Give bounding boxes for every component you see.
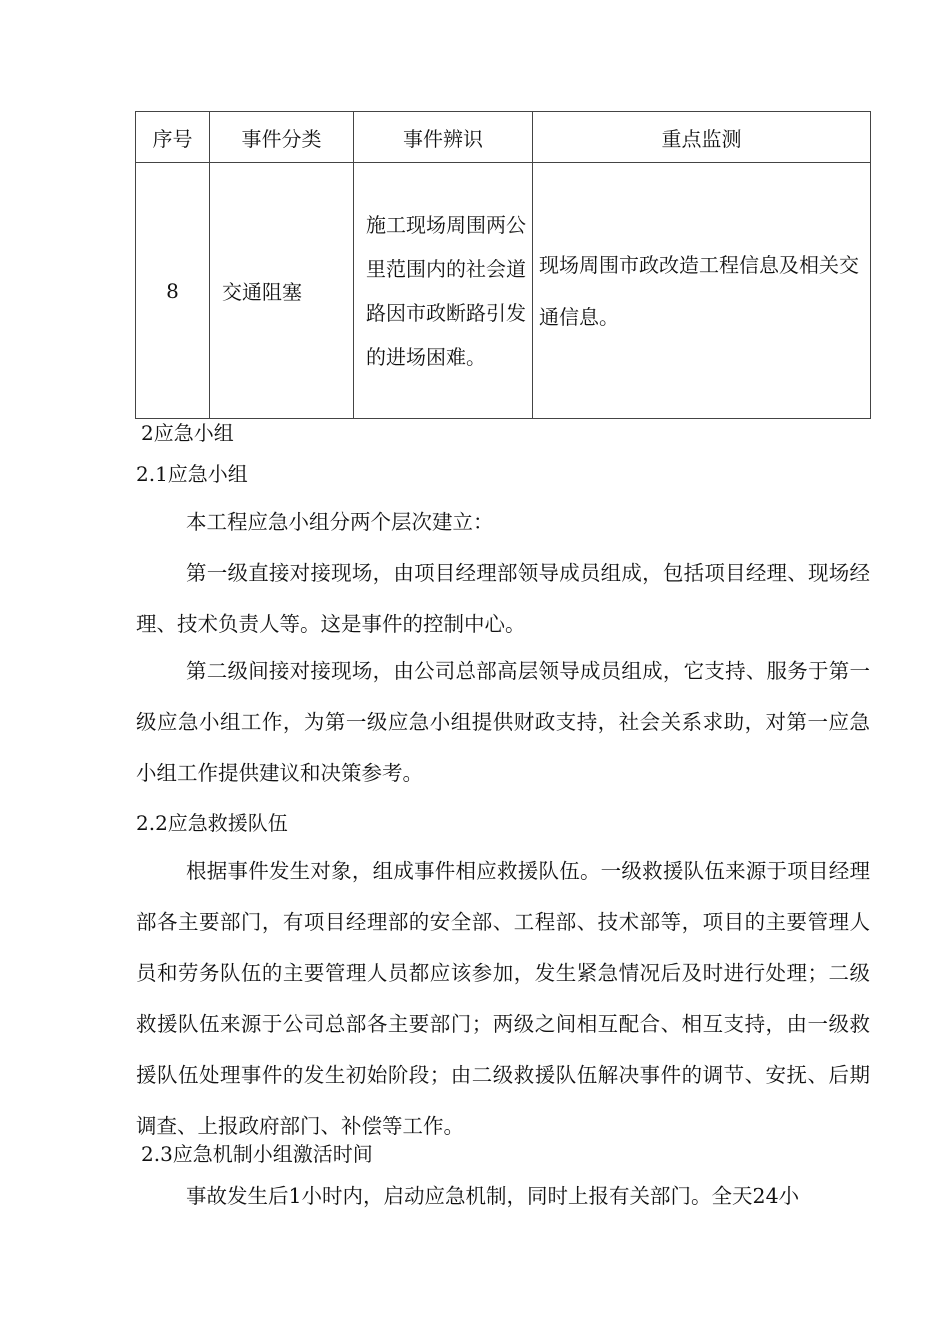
heading-2-3: 2.3应急机制小组激活时间 [141, 1142, 373, 1166]
header-category: 事件分类 [210, 112, 354, 163]
paragraph-2-1-level1: 第一级直接对接现场，由项目经理部领导成员组成，包括项目经理、现场经理、技术负责人等。这是事件的控制中心。 [136, 561, 870, 636]
paragraph-2-3: 事故发生后1小时内，启动应急机制，同时上报有关部门。全天24小 [186, 1184, 800, 1208]
table-header-row [136, 112, 871, 163]
header-seq: 序号 [136, 112, 210, 163]
paragraph-2-2: 根据事件发生对象，组成事件相应救援队伍。一级救援队伍来源于项目经理部各主要部门，有项目经理部的安全部、工程部、技术部等，项目的主要管理人员和劳务队伍的主要管理人员都应该参加，发生紧急情况后及时进行处理；二级救援队伍来源于公司总部各主要部门；两级之间相互配合、相互支持，由一级救援队伍处理事件的发生初始阶段；由二级救援队伍解决事件的调节、安抚、后期调查、上报政府部门、补偿等工作。 [136, 859, 870, 1138]
heading-2: 2应急小组 [141, 421, 234, 445]
header-monitoring: 重点监测 [533, 112, 871, 163]
cell-category: 交通阻塞 [210, 163, 354, 419]
table-row [136, 163, 871, 419]
cell-monitoring: 现场周围市政改造工程信息及相关交通信息。 [533, 163, 871, 419]
heading-2-1: 2.1应急小组 [136, 462, 248, 486]
cell-identification: 施工现场周围两公里范围内的社会道路因市政断路引发的进场困难。 [354, 163, 533, 419]
paragraph-2-1-intro: 本工程应急小组分两个层次建立： [186, 510, 494, 534]
cell-seq: 8 [136, 163, 210, 419]
event-table [135, 111, 871, 419]
paragraph-2-1-level2: 第二级间接对接现场，由公司总部高层领导成员组成，它支持、服务于第一级应急小组工作，为第一级应急小组提供财政支持，社会关系求助，对第一应急小组工作提供建议和决策参考。 [136, 659, 870, 785]
heading-2-2: 2.2应急救援队伍 [136, 811, 288, 835]
header-identification: 事件辨识 [354, 112, 533, 163]
